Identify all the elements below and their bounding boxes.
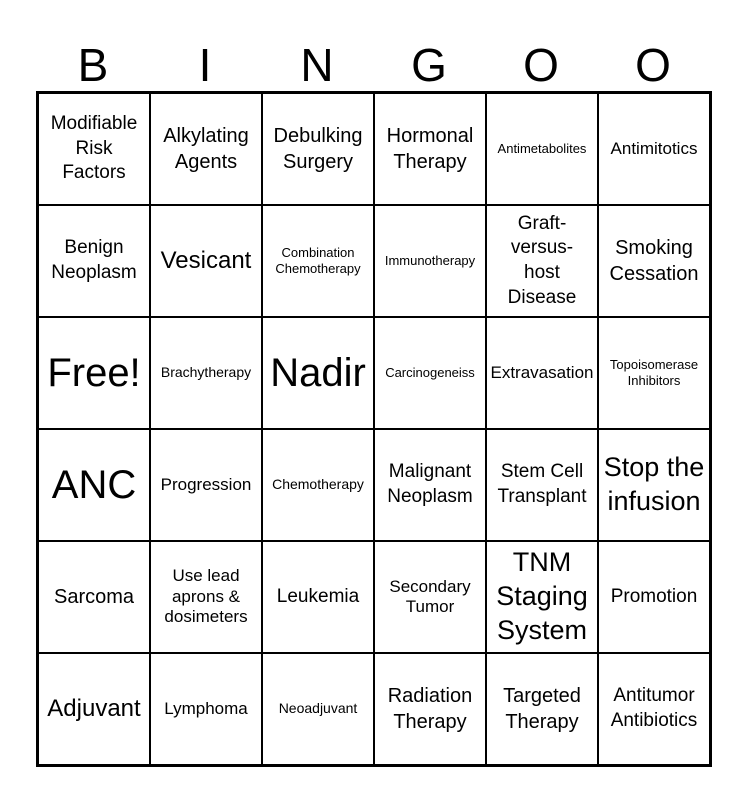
bingo-cell[interactable] (374, 317, 486, 429)
bingo-cell[interactable] (486, 317, 598, 429)
bingo-cell[interactable] (486, 541, 598, 653)
header-letter-o: O (523, 39, 559, 91)
bingo-board (36, 91, 712, 767)
bingo-cell[interactable] (262, 541, 374, 653)
cell-text: Radiation Therapy (387, 685, 473, 733)
bingo-cell[interactable] (150, 653, 262, 765)
cell-text: Adjuvant (47, 694, 141, 722)
cell-text: Carcinogeneiss (385, 364, 475, 380)
bingo-cell[interactable] (150, 541, 262, 653)
bingo-cell[interactable] (374, 653, 486, 765)
cell-text: Immunotherapy (384, 252, 476, 268)
cell-text: Vesicant (160, 246, 252, 274)
bingo-cell[interactable] (38, 541, 150, 653)
header-letter-g: G (411, 39, 447, 91)
bingo-cell[interactable] (598, 317, 710, 429)
bingo-cell[interactable] (486, 93, 598, 205)
cell-text: Alkylating Agents (163, 125, 249, 173)
bingo-cell[interactable] (374, 541, 486, 653)
bingo-cell[interactable] (486, 205, 598, 317)
bingo-cell[interactable] (38, 429, 150, 541)
cell-text: Chemotherapy (272, 476, 364, 493)
bingo-cell[interactable] (374, 429, 486, 541)
cell-text: Antimitotics (610, 138, 698, 158)
cell-text: Extravasation (490, 362, 594, 382)
bingo-cell[interactable] (262, 653, 374, 765)
bingo-cell[interactable] (598, 429, 710, 541)
cell-text: Benign Neoplasm (51, 237, 137, 283)
bingo-cell[interactable] (262, 205, 374, 317)
bingo-cell[interactable] (598, 93, 710, 205)
cell-text: Lymphoma (164, 698, 248, 718)
bingo-cell[interactable] (38, 653, 150, 765)
bingo-cell[interactable] (486, 653, 598, 765)
bingo-cell[interactable] (374, 205, 486, 317)
bingo-cell[interactable] (262, 93, 374, 205)
cell-text: Promotion (610, 585, 698, 607)
cell-text: Hormonal Therapy (386, 125, 474, 173)
bingo-cell[interactable] (150, 317, 262, 429)
bingo-cell[interactable] (598, 653, 710, 765)
cell-text: ANC (51, 463, 137, 507)
cell-text: Free! (47, 351, 141, 395)
bingo-cell[interactable] (262, 429, 374, 541)
bingo-cell[interactable] (38, 205, 150, 317)
cell-text: Stop the infusion (603, 452, 705, 516)
bingo-cell[interactable] (150, 205, 262, 317)
bingo-header (37, 38, 709, 92)
cell-text: Stem Cell Transplant (497, 461, 587, 507)
header-letter-i: I (198, 39, 212, 91)
bingo-cell[interactable] (374, 93, 486, 205)
bingo-cell[interactable] (598, 541, 710, 653)
cell-text: Targeted Therapy (503, 685, 581, 733)
cell-text: Graft-versus-host Disease (507, 212, 577, 308)
cell-text: Antitumor Antibiotics (610, 685, 698, 731)
bingo-cell[interactable] (38, 317, 150, 429)
cell-text: Progression (160, 474, 252, 494)
cell-text: Malignant Neoplasm (387, 461, 473, 507)
cell-text: Nadir (270, 351, 366, 395)
cell-text: Modifiable Risk Factors (50, 112, 138, 184)
bingo-cell[interactable] (486, 429, 598, 541)
cell-text: Smoking Cessation (609, 237, 699, 285)
header-letter-o-2: O (635, 39, 671, 91)
cell-text: Secondary Tumor (389, 576, 471, 616)
cell-text: Combination Chemotherapy (275, 244, 361, 276)
cell-text: Sarcoma (53, 586, 135, 608)
bingo-cell[interactable] (150, 429, 262, 541)
cell-text: Debulking Surgery (273, 125, 363, 173)
cell-text: Neoadjuvant (278, 700, 358, 717)
cell-text: Use lead aprons & dosimeters (164, 566, 248, 627)
header-letter-b: B (77, 39, 109, 91)
bingo-cell[interactable] (150, 93, 262, 205)
bingo-cell[interactable] (38, 93, 150, 205)
cell-text: Leukemia (276, 585, 360, 607)
bingo-cell[interactable] (598, 205, 710, 317)
cell-text: Antimetabolites (497, 140, 587, 156)
header-letter-n: N (300, 39, 334, 91)
cell-text: Brachytherapy (160, 364, 252, 381)
cell-text: Topoisomerase Inhibitors (609, 356, 699, 388)
cell-text: TNM Staging System (496, 547, 588, 645)
bingo-cell[interactable] (262, 317, 374, 429)
